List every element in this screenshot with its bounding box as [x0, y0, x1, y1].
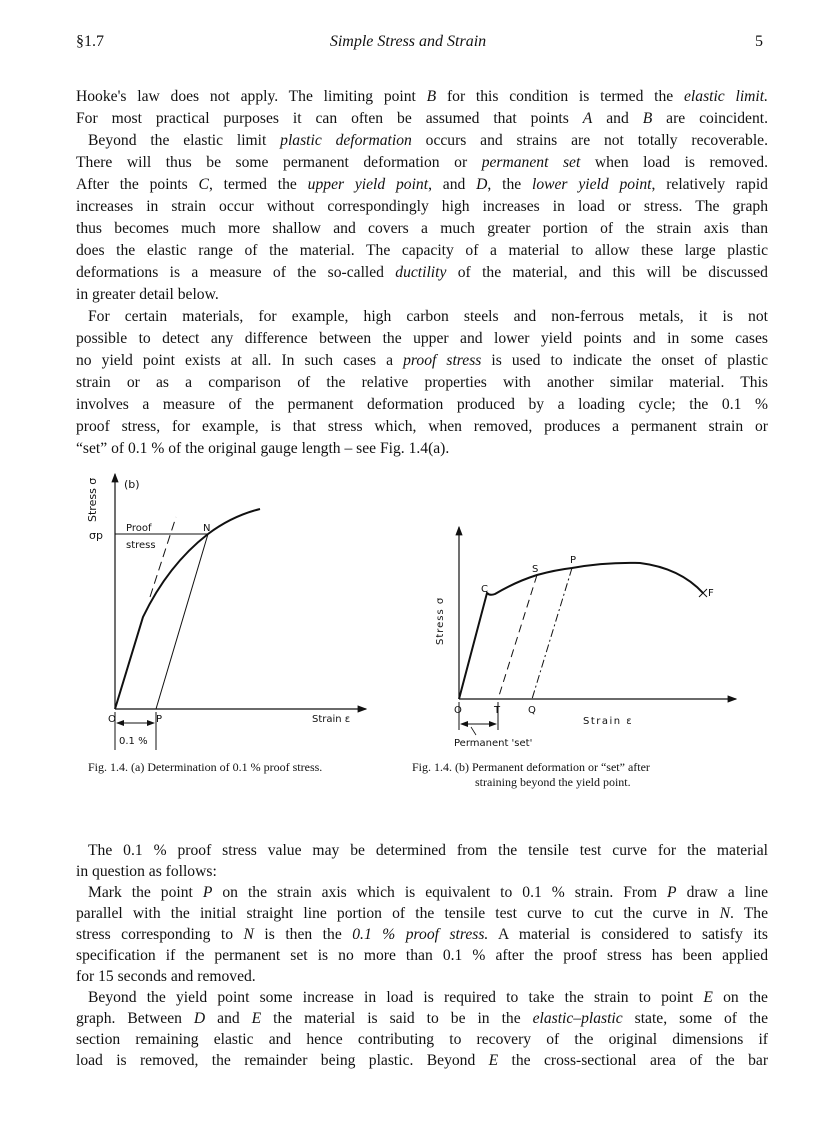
text-run: section remaining elastic and hence contributing to recovery of the original dimensions if [76, 1031, 768, 1048]
text-line [76, 1050, 768, 1071]
text-run: parallel with the initial straight line portion of the tensile test curve to cut the curve in [76, 905, 720, 922]
fig-b-x-axis-label: Strain ε [583, 716, 634, 727]
text-run: After the points [76, 176, 199, 193]
text-run: occurs and strains are not totally recoverable. [411, 132, 768, 149]
fig-b-point-c: C [481, 584, 488, 595]
fig-a-panel-label: (b) [124, 478, 140, 491]
text-run: in question as follows: [76, 863, 217, 880]
text-run: thus becomes much more shallow and covers a much greater portion of the strain axis than [76, 220, 768, 237]
text-run: proof stress, for example, is that stress which, when removed, produces a permanent strain or [76, 418, 768, 435]
text-run: are coincident. [652, 110, 768, 127]
fig-b-point-t: T [494, 705, 501, 716]
italic-text: D [193, 1010, 206, 1027]
fig-a-offset-line [156, 534, 208, 709]
text-run: The 0.1 % proof stress value may be determined from the tensile test curve for the material [88, 842, 768, 859]
text-run: Mark the point [88, 884, 203, 901]
italic-text: lower yield point [531, 176, 652, 193]
fig-b-unload-dashdot [532, 568, 572, 699]
figure-a-caption: Fig. 1.4. (a) Determination of 0.1 % proof stress. [88, 760, 323, 774]
figure-b-caption-line-2: straining beyond the yield point. [475, 775, 631, 789]
text-run: draw a line [676, 884, 769, 901]
fig-a-offset-label: 0.1 % [119, 736, 148, 747]
text-run: A material is considered to satisfy its [488, 926, 768, 943]
italic-text: P [202, 884, 213, 901]
fig-a-proof-label: Proof [126, 523, 152, 534]
italic-text: N [243, 926, 254, 943]
text-run: , and [428, 176, 477, 193]
text-line [76, 861, 768, 882]
text-line [76, 924, 768, 945]
text-run: , termed the [208, 176, 308, 193]
text-line [76, 1008, 768, 1029]
fig-a-origin: O [108, 714, 116, 725]
italic-text: A [582, 110, 593, 127]
text-run: for 15 seconds and removed. [76, 968, 256, 985]
text-run: graph. Between [76, 1010, 194, 1027]
fig-a-stress-strain-curve [115, 509, 260, 709]
text-run: in greater detail below. [76, 286, 219, 303]
text-run: possible to detect any difference between the upper and lower yield points and in some cases [76, 330, 768, 347]
text-run: for this condition is termed the [436, 88, 685, 105]
text-run: is then the [253, 926, 353, 943]
italic-text: plastic deformation [280, 132, 412, 149]
fig-b-point-s: S [532, 564, 539, 575]
text-run: no yield point exists at all. In such cases a [76, 352, 404, 369]
italic-text: E [251, 1010, 262, 1027]
text-run: increases in strain occur without correspondingly high increases in load or stress. The graph [76, 198, 768, 215]
text-run: when load is removed. [580, 154, 768, 171]
italic-text: D [476, 176, 488, 193]
italic-text: 0.1 % proof stress. [352, 926, 489, 943]
text-run: on the [712, 989, 768, 1006]
italic-text: upper yield point [307, 176, 429, 193]
fig-b-point-q: Q [528, 705, 536, 716]
text-run: does the elastic range of the material. The capacity of a material to allow these large plastic [76, 242, 768, 259]
section-number: §1.7 [76, 33, 104, 50]
italic-text: ductility [395, 264, 447, 281]
fig-b-fracture-mark [699, 589, 707, 597]
text-line [76, 840, 768, 861]
text-run: . The [729, 905, 768, 922]
text-run: deformations is a measure of the so-called [76, 264, 396, 281]
italic-text: N [719, 905, 730, 922]
fig-b-set-label: Permanent 'set' [454, 738, 533, 749]
text-line [76, 1029, 768, 1050]
italic-text: permanent set [481, 154, 581, 171]
fig-b-point-p: P [570, 555, 577, 566]
text-run: stress corresponding to [76, 926, 244, 943]
figure-b-caption-line-1: Fig. 1.4. (b) Permanent deformation or “set” after [412, 760, 650, 774]
text-run: the material is said to be in the [261, 1010, 533, 1027]
fig-a-x-axis-label: Strain ε [312, 714, 351, 725]
fig-b-leader [471, 727, 476, 735]
fig-b-y-axis-label: Stress σ [435, 596, 446, 645]
text-run: the cross-sectional area of the bar [498, 1052, 769, 1069]
fig-a-point-p: P [156, 714, 163, 725]
text-line [76, 882, 768, 903]
text-run: “set” of 0.1 % of the original gauge length – see Fig. 1.4(a). [76, 440, 450, 457]
fig-a-y-axis-label: Stress σ [86, 477, 99, 522]
text-line [76, 903, 768, 924]
text-run: strain or as a comparison of the relative properties with another similar material. This [76, 374, 768, 391]
text-run: is used to indicate the onset of plastic [481, 352, 768, 369]
text-run: load is removed, the remainder being plastic. Beyond [76, 1052, 489, 1069]
italic-text: E [488, 1052, 499, 1069]
italic-text: C [198, 176, 209, 193]
text-line [76, 945, 768, 966]
fig-a-stress-label: stress [126, 540, 156, 551]
text-run: Beyond the yield point some increase in load is required to take the strain to point [88, 989, 704, 1006]
text-run: , relatively rapid [651, 176, 768, 193]
body-text-bottom [76, 840, 768, 1071]
italic-text: B [642, 110, 653, 127]
text-run: Beyond the elastic limit [88, 132, 281, 149]
text-run: and [592, 110, 643, 127]
running-title: Simple Stress and Strain [329, 33, 487, 50]
italic-text: proof stress [403, 352, 482, 369]
text-run: and [205, 1010, 252, 1027]
text-run: For most practical purposes it can often be assumed that points [76, 110, 583, 127]
fig-b-point-f: F [708, 588, 714, 599]
fig-b-stress-strain-curve [459, 563, 703, 699]
text-run: Hooke's law does not apply. The limiting point [76, 88, 427, 105]
fig-a-sigma-p-label: σp [89, 529, 103, 542]
text-run: involves a measure of the permanent deformation produced by a loading cycle; the 0.1 % [76, 396, 768, 413]
italic-text: E [703, 989, 713, 1006]
text-run: of the material, and this will be discussed [446, 264, 768, 281]
text-run: on the strain axis which is equivalent to 0.1 % strain. From [212, 884, 668, 901]
text-run: state, some of the [622, 1010, 768, 1027]
italic-text: elastic limit. [684, 88, 768, 105]
italic-text: elastic–plastic [532, 1010, 623, 1027]
fig-a-graphics [115, 474, 366, 750]
fig-a-tangent-dashed [150, 517, 176, 597]
text-line [76, 966, 768, 987]
fig-b-origin: O [454, 705, 462, 716]
fig-b-unload-dashed [498, 575, 537, 699]
page-number: 5 [755, 33, 763, 50]
text-line [76, 987, 768, 1008]
text-run: specification if the permanent set is no more than 0.1 % after the proof stress has been applied [76, 947, 768, 964]
text-run: For certain materials, for example, high carbon steels and non-ferrous metals, it is not [88, 308, 768, 325]
fig-b-graphics [459, 527, 736, 735]
text-run: , the [487, 176, 532, 193]
fig-a-point-n: N [203, 523, 211, 534]
text-run: There will thus be some permanent deformation or [76, 154, 482, 171]
italic-text: P [667, 884, 677, 901]
italic-text: B [426, 88, 437, 105]
